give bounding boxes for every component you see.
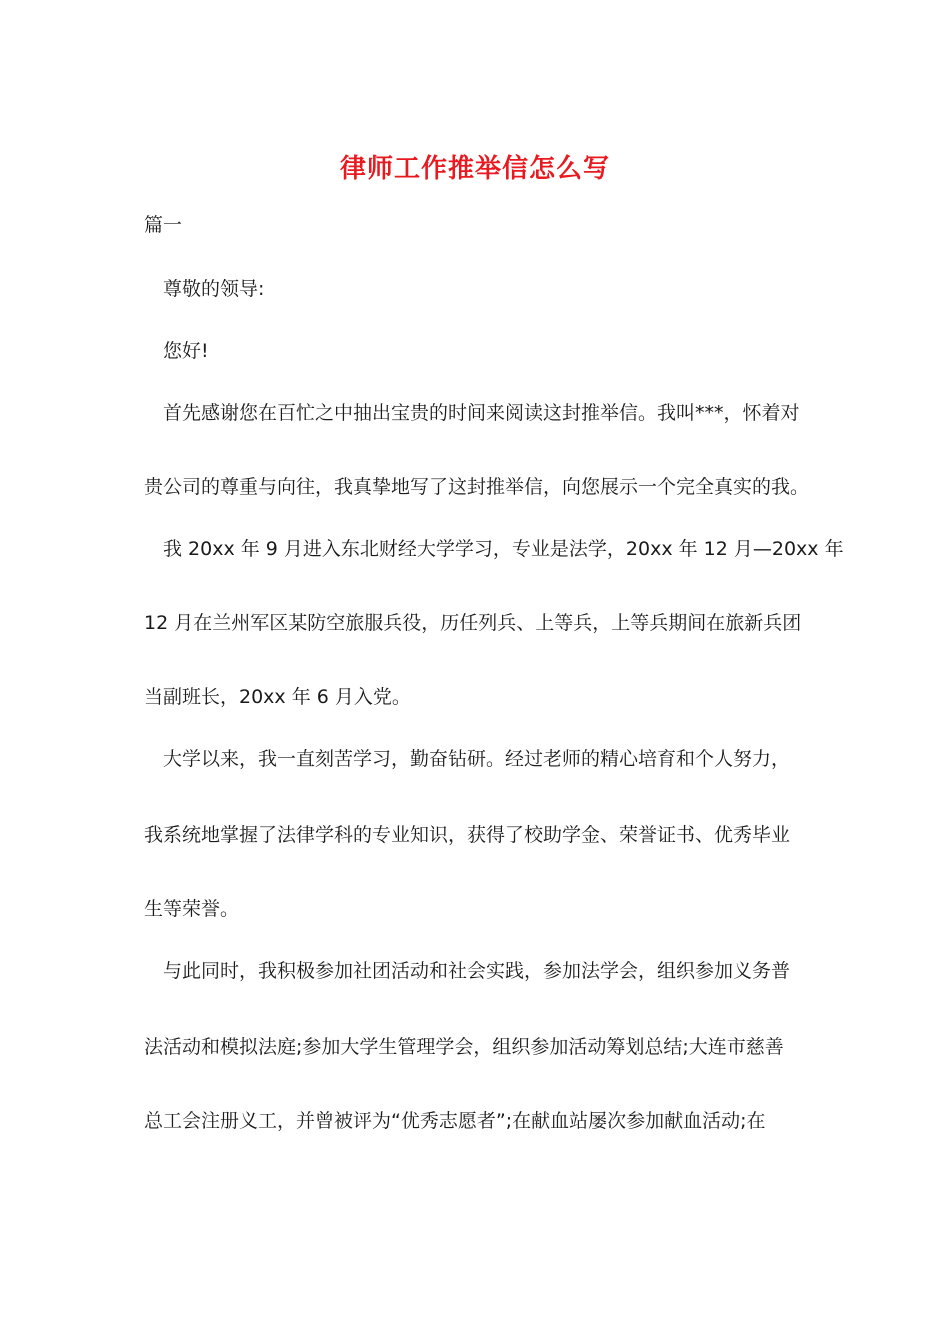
paragraph-line: 12 月在兰州军区某防空旅服兵役，历任列兵、上等兵，上等兵期间在旅新兵团: [144, 612, 802, 634]
paragraph-line: 我系统地掌握了法律学科的专业知识，获得了校助学金、荣誉证书、优秀毕业: [144, 824, 791, 846]
paragraph-line: 首先感谢您在百忙之中抽出宝贵的时间来阅读这封推举信。我叫***，怀着对: [163, 402, 800, 424]
greeting: 您好!: [163, 340, 209, 362]
paragraph-line: 当副班长，20xx 年 6 月入党。: [144, 686, 411, 708]
paragraph-line: 与此同时，我积极参加社团活动和社会实践，参加法学会，组织参加义务普: [163, 960, 791, 982]
paragraph-line: 我 20xx 年 9 月进入东北财经大学学习，专业是法学，20xx 年 12 月—20xx 年: [163, 538, 844, 560]
paragraph-line: 生等荣誉。: [144, 898, 240, 920]
paragraph-line: 大学以来，我一直刻苦学习，勤奋钻研。经过老师的精心培育和个人努力，: [163, 748, 791, 770]
paragraph-line: 贵公司的尊重与向往，我真挚地写了这封推举信，向您展示一个完全真实的我。: [144, 476, 810, 498]
document-title: 律师工作推举信怎么写: [339, 154, 610, 184]
section-heading: 篇一: [144, 214, 183, 236]
paragraph-line: 总工会注册义工，并曾被评为“优秀志愿者”;在献血站屡次参加献血活动;在: [144, 1110, 766, 1132]
salutation: 尊敬的领导:: [163, 278, 265, 300]
paragraph-line: 法活动和模拟法庭;参加大学生管理学会，组织参加活动筹划总结;大连市慈善: [144, 1036, 784, 1058]
